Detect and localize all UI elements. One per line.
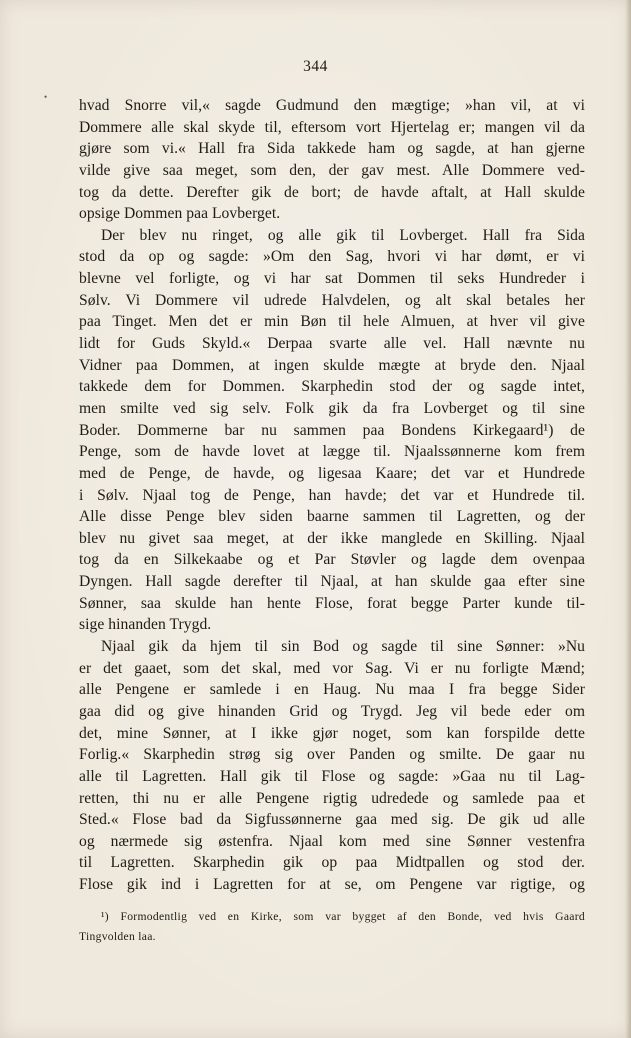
body-text <box>79 95 585 896</box>
text-line: vilde give saa meget, som den, der gav mest. Alle Dommere ved- <box>79 161 585 179</box>
footnote <box>79 907 585 947</box>
margin-dot: • <box>44 92 48 102</box>
text-line: lidt for Guds Skyld.« Derpaa svarte alle vel. Hall nævnte nu <box>79 335 585 353</box>
text-line: Alle disse Penge blev siden baarne sammen til Lagretten, og der <box>79 508 585 526</box>
text-line: blevne vel forligte, og vi har sat Dommen til seks Hundreder i <box>79 270 585 288</box>
text-line: hvad Snorre vil,« sagde Gudmund den mægtige; »han vil, at vi <box>79 97 585 114</box>
text-line: Sted.« Flose bad da Sigfussønnerne gaa med sig. De gik ud alle <box>79 811 585 829</box>
text-line: retten, thi nu er alle Pengene rigtig udredede og samlede paa et <box>79 789 585 807</box>
text-line: Forlig.« Skarphedin strøg sig over Panden og smilte. De gaar nu <box>79 746 585 764</box>
text-line: Penge, som de havde lovet at lægge til. Njaalssønnerne kom frem <box>79 443 585 461</box>
text-line: i Sølv. Njaal tog de Penge, han havde; det var et Hundrede til. <box>79 486 585 504</box>
text-line: gaa did og give hinanden Grid og Trygd. Jeg vil bede eder om <box>79 702 585 720</box>
text-line: takkede dem for Dommen. Skarphedin stod der og sagde intet, <box>79 378 585 396</box>
text-line: sige hinanden Trygd. <box>79 616 212 634</box>
page-number: 344 <box>303 58 328 75</box>
text-line: tog da en Silkekaabe og et Par Støvler og lagde dem ovenpaa <box>79 551 585 569</box>
text-line: er det gaaet, som det skal, med vor Sag. Vi er nu forligte Mænd; <box>79 659 585 677</box>
text-line: men smilte ved sig selv. Folk gik da fra Lovberget og til sine <box>79 399 585 417</box>
text-line: stod da op og sagde: »Om den Sag, hvori vi har dømt, er vi <box>79 248 585 266</box>
text-line: Sølv. Vi Dommere vil udrede Halvdelen, og alt skal betales her <box>79 291 585 309</box>
page-edge-shadow <box>625 0 631 1038</box>
text-line: med de Penge, de havde, og ligesaa Kaare; det var et Hundrede <box>79 464 585 482</box>
text-line: Dyngen. Hall sagde derefter til Njaal, at han skulde gaa efter sine <box>79 573 585 591</box>
text-line: alle til Lagretten. Hall gik til Flose og sagde: »Gaa nu til Lag- <box>79 767 585 785</box>
text-line: blev nu givet saa meget, at der ikke manglede en Skilling. Njaal <box>79 529 585 547</box>
text-line: opsige Dommen paa Lovberget. <box>79 205 281 223</box>
text-line: det, mine Sønner, at I ikke gjør noget, som kan forspilde dette <box>79 724 585 742</box>
text-line: Sønner, saa skulde han hente Flose, forat begge Parter kunde til- <box>79 594 585 612</box>
text-line: Dommere alle skal skyde til, eftersom vort Hjertelag er; mangen vil da <box>79 118 585 136</box>
text-line: Vidner paa Dommen, at ingen skulde mægte at bryde den. Njaal <box>79 356 585 374</box>
paragraph-start: Der blev nu ringet, og alle gik til Lovberget. Hall fra Sida <box>101 226 585 244</box>
footnote-line: ¹) Formodentlig ved en Kirke, som var bygget af den Bonde, ved hvis Gaard <box>101 910 585 923</box>
text-line: til Lagretten. Skarphedin gik op paa Midtpallen og stod der. <box>79 854 585 872</box>
text-line: Flose gik ind i Lagretten for at se, om Pengene var rigtige, og <box>79 876 585 894</box>
text-line: og nærmede sig østenfra. Njaal kom med sine Sønner vestenfra <box>79 832 585 850</box>
text-line: Boder. Dommerne bar nu sammen paa Bondens Kirkegaard¹) de <box>79 421 585 439</box>
text-line: paa Tinget. Men det er min Bøn til hele Almuen, at hver vil give <box>79 313 585 331</box>
paragraph-start: Njaal gik da hjem til sin Bod og sagde til sine Sønner: »Nu <box>101 638 585 656</box>
text-line: gjøre som vi.« Hall fra Sida takkede ham og sagde, at han gjerne <box>79 140 585 158</box>
footnote-line: Tingvolden laa. <box>79 930 156 943</box>
text-line: tog da dette. Derefter gik de bort; de havde aftalt, at Hall skulde <box>79 183 585 201</box>
text-line: alle Pengene er samlede i en Haug. Nu maa I fra begge Sider <box>79 681 585 699</box>
